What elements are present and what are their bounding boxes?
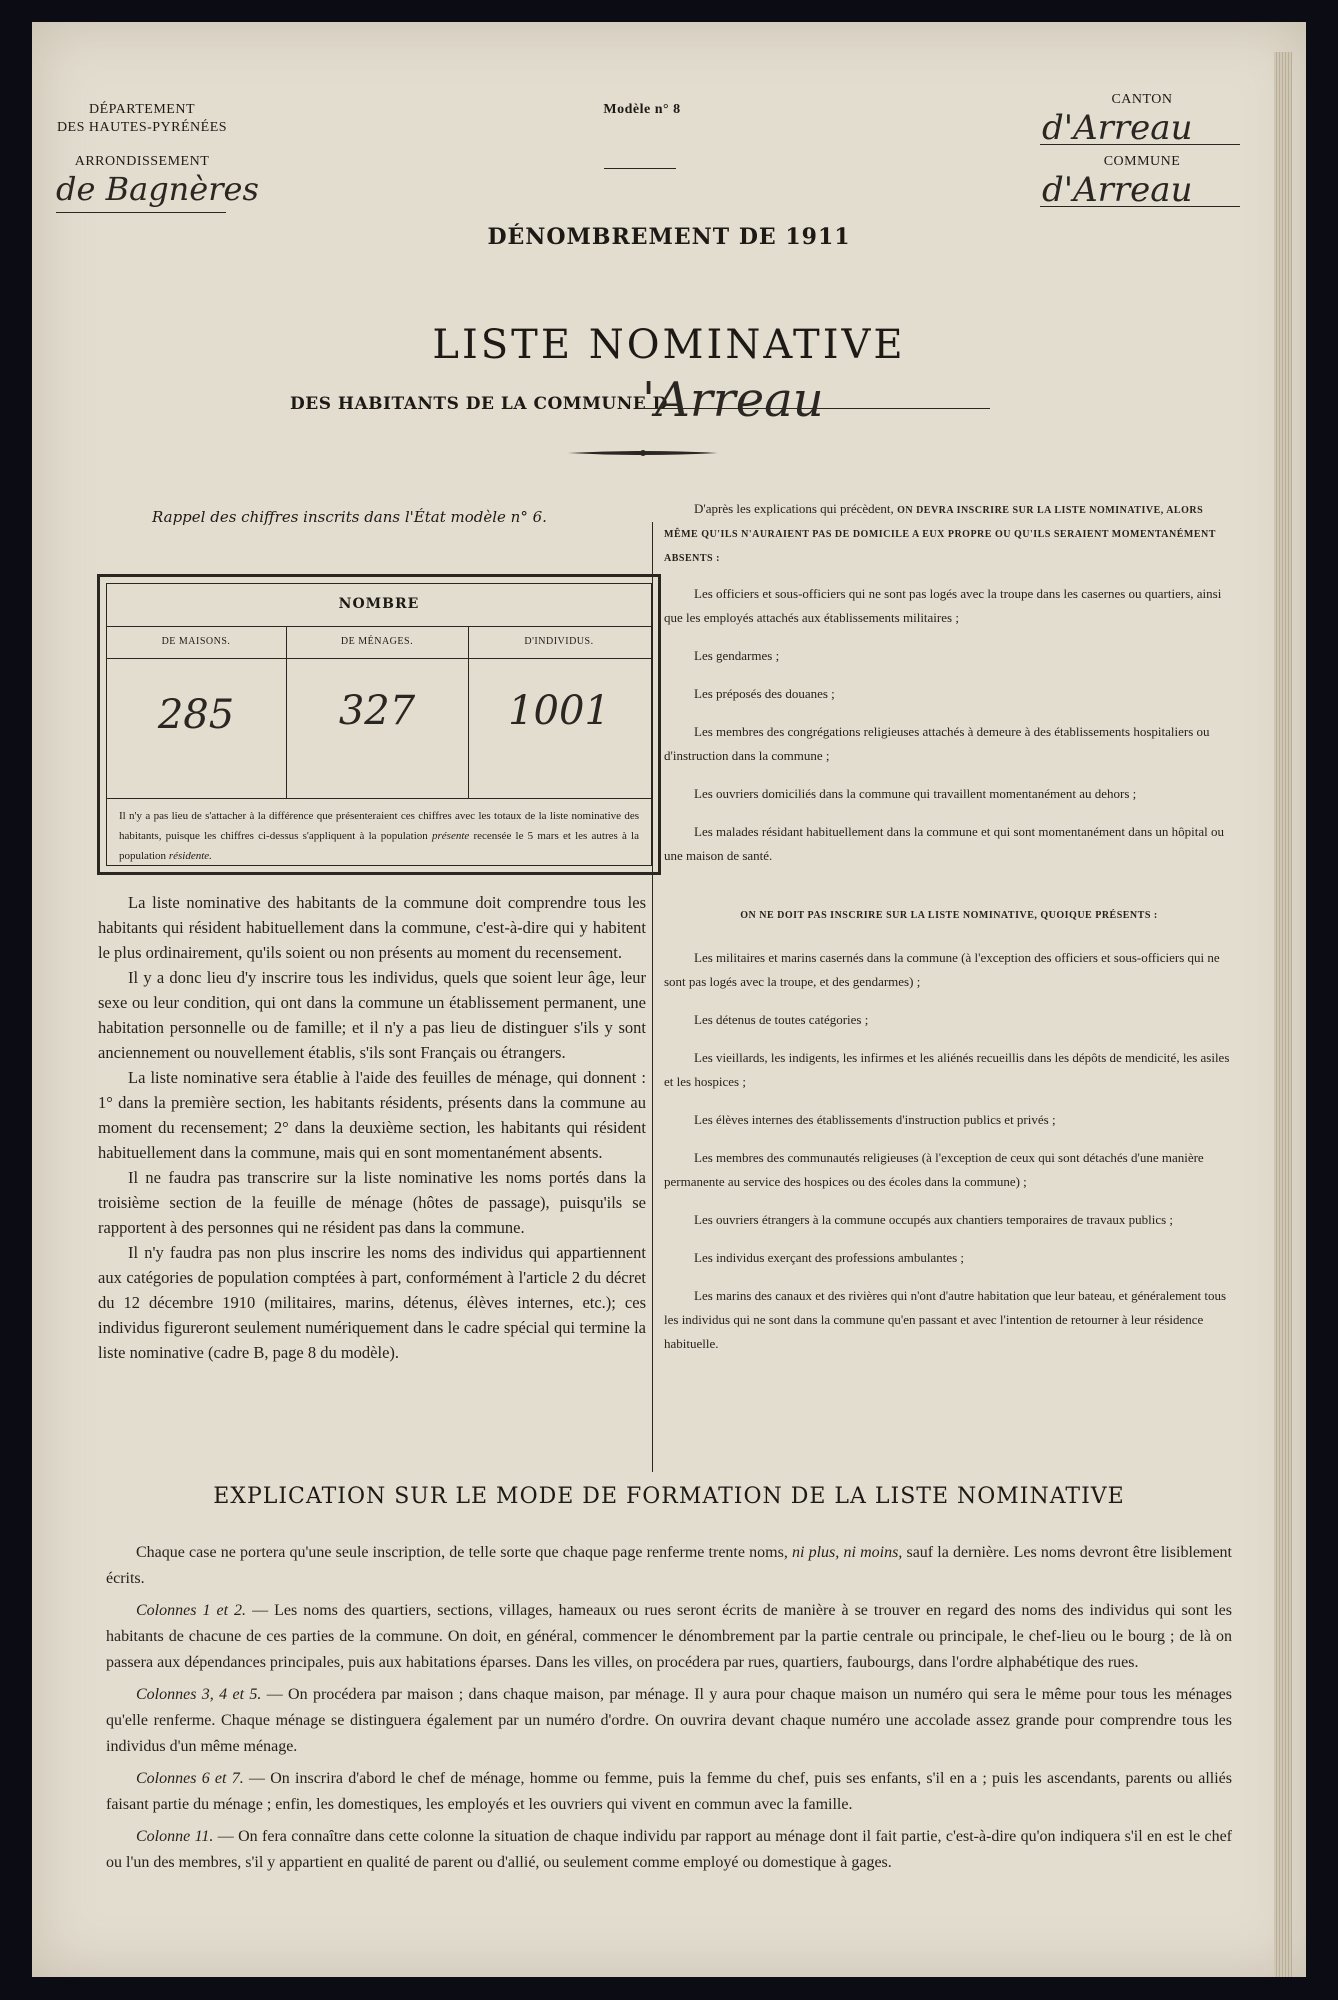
note-presente: présente <box>432 830 470 842</box>
commune-name-handwriting: 'Arreau <box>642 372 824 428</box>
ne-pas-list <box>664 946 1234 1356</box>
modele-rule <box>604 168 676 169</box>
note-residente: résidente. <box>168 850 212 862</box>
nombre-header: NOMBRE <box>338 596 420 612</box>
right-text <box>664 498 1234 1370</box>
commune-label: COMMUNE <box>1103 154 1181 169</box>
left-text <box>98 890 646 1365</box>
left-paragraph: La liste nominative des habitants de la commune doit comprendre tous les habitants qui résident habituellement dans la commune, c'est-à-dire qui y habitent le plus ordinairement, qu'ils soient ou non présents au moment du recensement. <box>98 893 646 962</box>
inscrire-item: Les officiers et sous-officiers qui ne sont pas logés avec la troupe dans les casernes ou quartiers, ainsi que les employés attachés aux établissements militaires ; <box>664 586 1222 625</box>
col-header-rule <box>107 658 651 659</box>
arrondissement-label: ARRONDISSEMENT <box>74 154 210 169</box>
rappel-note <box>119 806 639 866</box>
explication-text <box>106 1540 1232 1882</box>
ne-pas-item: Les ouvriers étrangers à la commune occupés aux chantiers temporaires de travaux publics ; <box>694 1212 1174 1227</box>
inscrire-item: Les gendarmes ; <box>694 648 780 663</box>
commune-name-rule <box>642 408 990 409</box>
p0-part-b: ni plus, ni moins, <box>792 1544 903 1561</box>
departement-block <box>52 102 232 170</box>
canton-label: CANTON <box>1111 92 1173 107</box>
c11-label: Colonne 11. <box>136 1828 214 1845</box>
ne-pas-item: Les vieillards, les indigents, les infirmes et les aliénés recueillis dans les dépôts de mendicité, les asiles et les hospices ; <box>664 1050 1230 1089</box>
explication-c11 <box>106 1824 1232 1876</box>
right-intro <box>664 498 1234 570</box>
rappel-box <box>97 574 661 875</box>
c67-label: Colonnes 6 et 7. <box>136 1770 244 1787</box>
ne-pas-item: Les détenus de toutes catégories ; <box>694 1012 869 1027</box>
left-paragraph: La liste nominative sera établie à l'aide des feuilles de ménage, qui donnent : 1° dans la première section, les habitants résidents, présents dans la commune au moment du recensement; 2° dans la deuxième section, les habitants qui résident habituellement dans la commune, mais qui en sont momentanément absents. <box>98 1068 646 1162</box>
inscrire-item: Les préposés des douanes ; <box>694 686 835 701</box>
explication-c345 <box>106 1682 1232 1760</box>
inscrire-list <box>664 582 1234 868</box>
canton-handwriting: d'Arreau <box>1042 108 1193 148</box>
explication-c12 <box>106 1598 1232 1676</box>
commune-rule <box>1040 206 1240 207</box>
right-intro-b: ON DEVRA INSCRIRE SUR LA LISTE NOMINATIVE, ALORS MÊME QU'ILS N'AURAIENT PAS DE DOMICILE A EUX PROPRE OU QU'ILS SERAIENT MOMENTANÉMENT ABSENTS : <box>664 505 1216 564</box>
ne-pas-item: Les individus exerçant des professions ambulantes ; <box>694 1250 965 1265</box>
c12-text: — Les noms des quartiers, sections, villages, hameaux ou rues seront écrits de manière à se trouver en regard des noms des individus qui sont les habitants de chacune de ces parties de la commune. On doit, en général, commencer le dénombrement par la partie centrale ou principale, le chef-lieu ou le bourg ; de là on passera aux dépendances principales, puis aux habitations éparses. Dans les villes, on procédera par rues, quartiers, faubourgs, dans l'ordre alphabétique des rues. <box>106 1602 1232 1671</box>
departement-label: DÉPARTEMENT <box>88 102 196 117</box>
col-maisons-header: DE MAISONS. <box>161 636 231 647</box>
habitants-prefix: DES HABITANTS DE LA COMMUNE D <box>290 394 668 414</box>
c67-text: — On inscrira d'abord le chef de ménage, homme ou femme, puis la femme du chef, puis ses enfants, s'il en a ; puis les ascendants, parents ou alliés faisant partie du ménage ; enfin, les domestiques, les employés et les ouvriers qui vivent en commun avec la famille. <box>106 1770 1233 1813</box>
col-individus-header: D'INDIVIDUS. <box>524 636 594 647</box>
rappel-box-inner <box>106 583 652 866</box>
nombre-rule <box>107 626 651 627</box>
arrondissement-rule <box>56 212 226 213</box>
rappel-caption: Rappel des chiffres inscrits dans l'État modèle n° 6. <box>152 508 547 526</box>
c345-label: Colonnes 3, 4 et 5. <box>136 1686 262 1703</box>
ne-pas-item: Les élèves internes des établissements d'instruction publics et privés ; <box>694 1112 1056 1127</box>
arrondissement-handwriting: de Bagnères <box>56 170 259 208</box>
left-paragraph: Il y a donc lieu d'y inscrire tous les individus, quels que soient leur âge, leur sexe ou leur condition, qui ont dans la commune un établissement permanent, une habitation personnelle ou de famille; et il n'y a pas lieu de distinguer s'ils y sont anciennement ou nouvellement établis, s'ils sont Français ou étrangers. <box>98 968 646 1062</box>
modele-number: Modèle n° 8 <box>603 102 681 117</box>
right-intro-a: D'après les explications qui précèdent, <box>694 501 894 516</box>
departement-value: DES HAUTES-PYRÉNÉES <box>56 120 228 135</box>
p0-part-c: sauf la dernière. Les noms devront être lisiblement écrits. <box>106 1544 1232 1587</box>
note-rule <box>107 798 651 799</box>
ne-pas-item: Les militaires et marins casernés dans la commune (à l'exception des officiers et sous-officiers qui ne sont pas logés avec la troupe, et des gendarmes) ; <box>664 950 1220 989</box>
census-page <box>32 22 1306 1977</box>
individus-value: 1001 <box>508 688 610 734</box>
left-paragraph: Il ne faudra pas transcrire sur la liste nominative les noms portés dans la troisième section de la feuille de ménage (hôtes de passage), puisqu'ils se rapportent à des personnes qui ne résident pas dans la commune. <box>98 1168 646 1237</box>
column-separator <box>652 522 653 1472</box>
menages-value: 327 <box>338 688 416 734</box>
ne-pas-item: Les membres des communautés religieuses (à l'exception de ceux qui sont détachés d'une manière permanente au service des hospices ou des écoles dans la commune) ; <box>664 1150 1204 1189</box>
inscrire-item: Les membres des congrégations religieuses attachés à demeure à des établissements hospitaliers ou d'instruction dans la commune ; <box>664 724 1210 763</box>
explication-c67 <box>106 1766 1232 1818</box>
explication-p0 <box>106 1540 1232 1592</box>
ne-pas-item: Les marins des canaux et des rivières qui n'ont d'autre habitation que leur bateau, et généralement tous les individus qui ne sont dans la commune qu'en passant et avec l'intention de retourner à leur résidence habituelle. <box>664 1288 1227 1351</box>
canton-rule <box>1040 144 1240 145</box>
inscrire-item: Les ouvriers domiciliés dans la commune qui travaillent momentanément au dehors ; <box>694 786 1137 801</box>
note-part-2: recensée le 5 mars et les autres à la population <box>119 830 639 862</box>
ornament-divider <box>568 442 718 450</box>
c11-text: — On fera connaître dans cette colonne la situation de chaque individu par rapport au ménage dont il fait partie, c'est-à-dire qu'on indiquera s'il en est le chef ou l'un des membres, s'il y appartient en qualité de parent ou d'allié, ou seulement comme employé ou domestique à gages. <box>106 1828 1233 1871</box>
liste-nominative-title: LISTE NOMINATIVE <box>432 322 906 368</box>
inscrire-item: Les malades résidant habituellement dans la commune et qui sont momentanément dans un hôpital ou une maison de santé. <box>664 824 1224 863</box>
explication-title: EXPLICATION SUR LE MODE DE FORMATION DE LA LISTE NOMINATIVE <box>213 1484 1125 1509</box>
commune-handwriting: d'Arreau <box>1042 170 1193 210</box>
col-menages-header: DE MÉNAGES. <box>340 636 414 647</box>
denombrement-title: DÉNOMBREMENT DE 1911 <box>487 224 851 250</box>
note-part-1: Il n'y a pas lieu de s'attacher à la différence que présenteraient ces chiffres avec les totaux de la liste nominative des habitants, puisque les chiffres ci-dessus s'appliquent à la population <box>119 810 639 842</box>
ne-pas-header: ON NE DOIT PAS INSCRIRE SUR LA LISTE NOMINATIVE, QUOIQUE PRÉSENTS : <box>740 910 1158 921</box>
maisons-value: 285 <box>157 692 235 738</box>
c345-text: — On procédera par maison ; dans chaque maison, par ménage. Il y aura pour chaque maison un numéro qui sera le même pour tous les ménages qu'elle renferme. Chaque ménage se distinguera également par un numéro d'ordre. On ouvrira devant chaque numéro une accolade assez grande pour comprendre tous les individus d'un même ménage. <box>106 1686 1232 1755</box>
left-paragraph: Il n'y faudra pas non plus inscrire les noms des individus qui appartiennent aux catégories de population comptées à part, conformément à l'article 2 du décret du 12 décembre 1910 (militaires, marins, détenus, élèves internes, etc.); ces individus figureront seulement numériquement dans le cadre spécial qui termine la liste nominative (cadre B, page 8 du modèle). <box>98 1243 646 1362</box>
p0-part-a: Chaque case ne portera qu'une seule inscription, de telle sorte que chaque page renferme trente noms, <box>136 1544 788 1561</box>
c12-label: Colonnes 1 et 2. <box>136 1602 247 1619</box>
